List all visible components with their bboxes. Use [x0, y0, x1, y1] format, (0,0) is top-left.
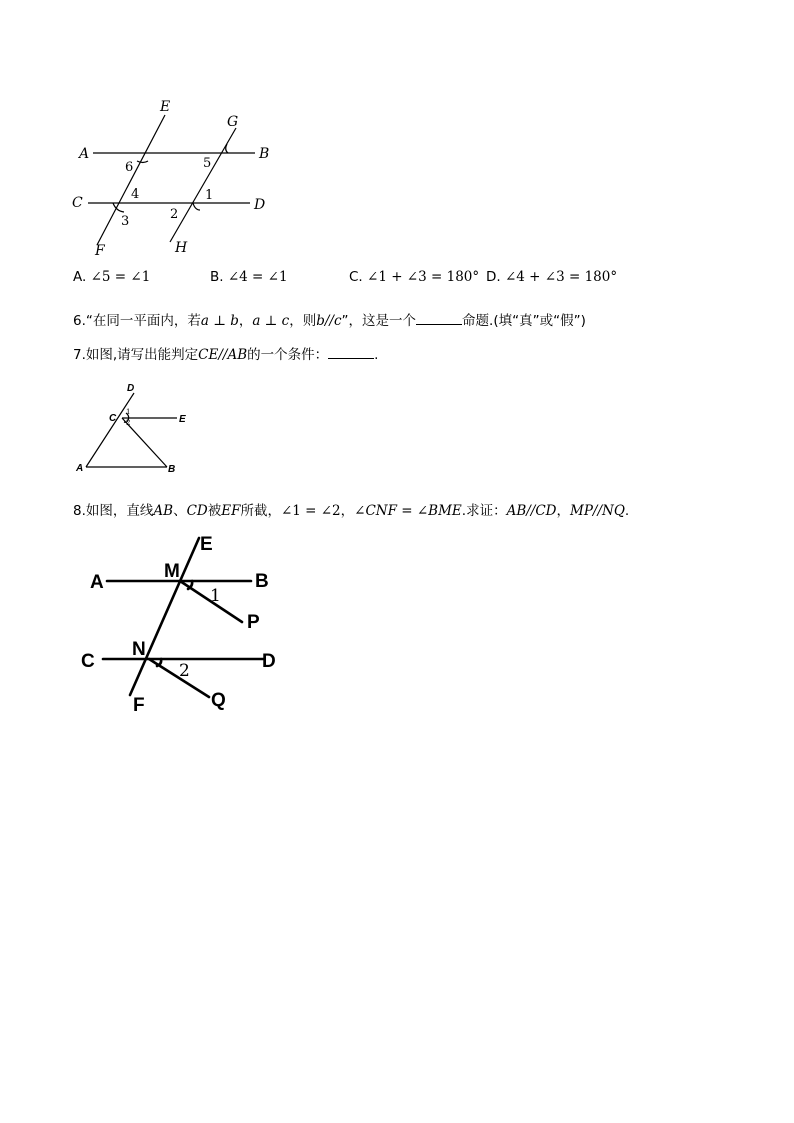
label-A: A: [90, 572, 104, 593]
label-H: H: [175, 240, 188, 256]
label-N: N: [132, 639, 146, 660]
label-D: D: [262, 651, 276, 672]
figure-parallel-lines-2: [0, 0, 320, 720]
label-Q: Q: [211, 690, 226, 711]
q5-option-b: B. ∠4 = ∠1: [210, 269, 288, 285]
angle-1-label: 1: [126, 408, 131, 416]
angle-2-label: 2: [170, 207, 179, 222]
question-6: 6.“在同一平面内，若a ⊥ b，a ⊥ c，则b//c”，这是一个 命题.(填“真”或“假”): [73, 313, 586, 329]
label-A: A: [76, 463, 84, 474]
label-D: D: [127, 383, 135, 394]
q5-option-d: D. ∠4 + ∠3 = 180°: [486, 269, 618, 285]
label-E: E: [179, 414, 186, 425]
q5-option-a: A. ∠5 = ∠1: [73, 269, 151, 285]
label-F: F: [95, 243, 105, 259]
label-M: M: [164, 561, 180, 582]
label-G: G: [227, 114, 239, 130]
answer-blank: [328, 346, 374, 359]
angle-2-label: 2: [179, 661, 190, 681]
angle-5-label: 5: [203, 156, 212, 171]
label-B: B: [259, 146, 270, 162]
label-D: D: [254, 197, 266, 213]
label-F: F: [133, 695, 145, 716]
question-8: 8.如图，直线AB、CD被EF所截，∠1 = ∠2，∠CNF = ∠BME.求证：AB//CD，MP//NQ.: [73, 503, 630, 519]
answer-blank: [416, 312, 462, 325]
label-A: A: [79, 146, 90, 162]
label-C: C: [72, 195, 83, 211]
label-E: E: [160, 99, 171, 115]
angle-2-label: 2: [126, 419, 131, 427]
label-E: E: [200, 534, 213, 555]
q5-option-c: C. ∠1 + ∠3 = 180°: [349, 269, 480, 285]
question-7: 7.如图,请写出能判定CE//AB的一个条件： .: [73, 347, 379, 363]
angle-1-label: 1: [210, 586, 221, 606]
angle-1-label: 1: [205, 188, 214, 203]
label-B: B: [168, 464, 176, 475]
angle-4-label: 4: [131, 187, 140, 202]
angle-3-label: 3: [121, 214, 130, 229]
angle-6-label: 6: [125, 160, 134, 175]
label-P: P: [247, 612, 260, 633]
label-B: B: [255, 571, 269, 592]
label-C: C: [109, 413, 117, 424]
label-C: C: [81, 651, 95, 672]
